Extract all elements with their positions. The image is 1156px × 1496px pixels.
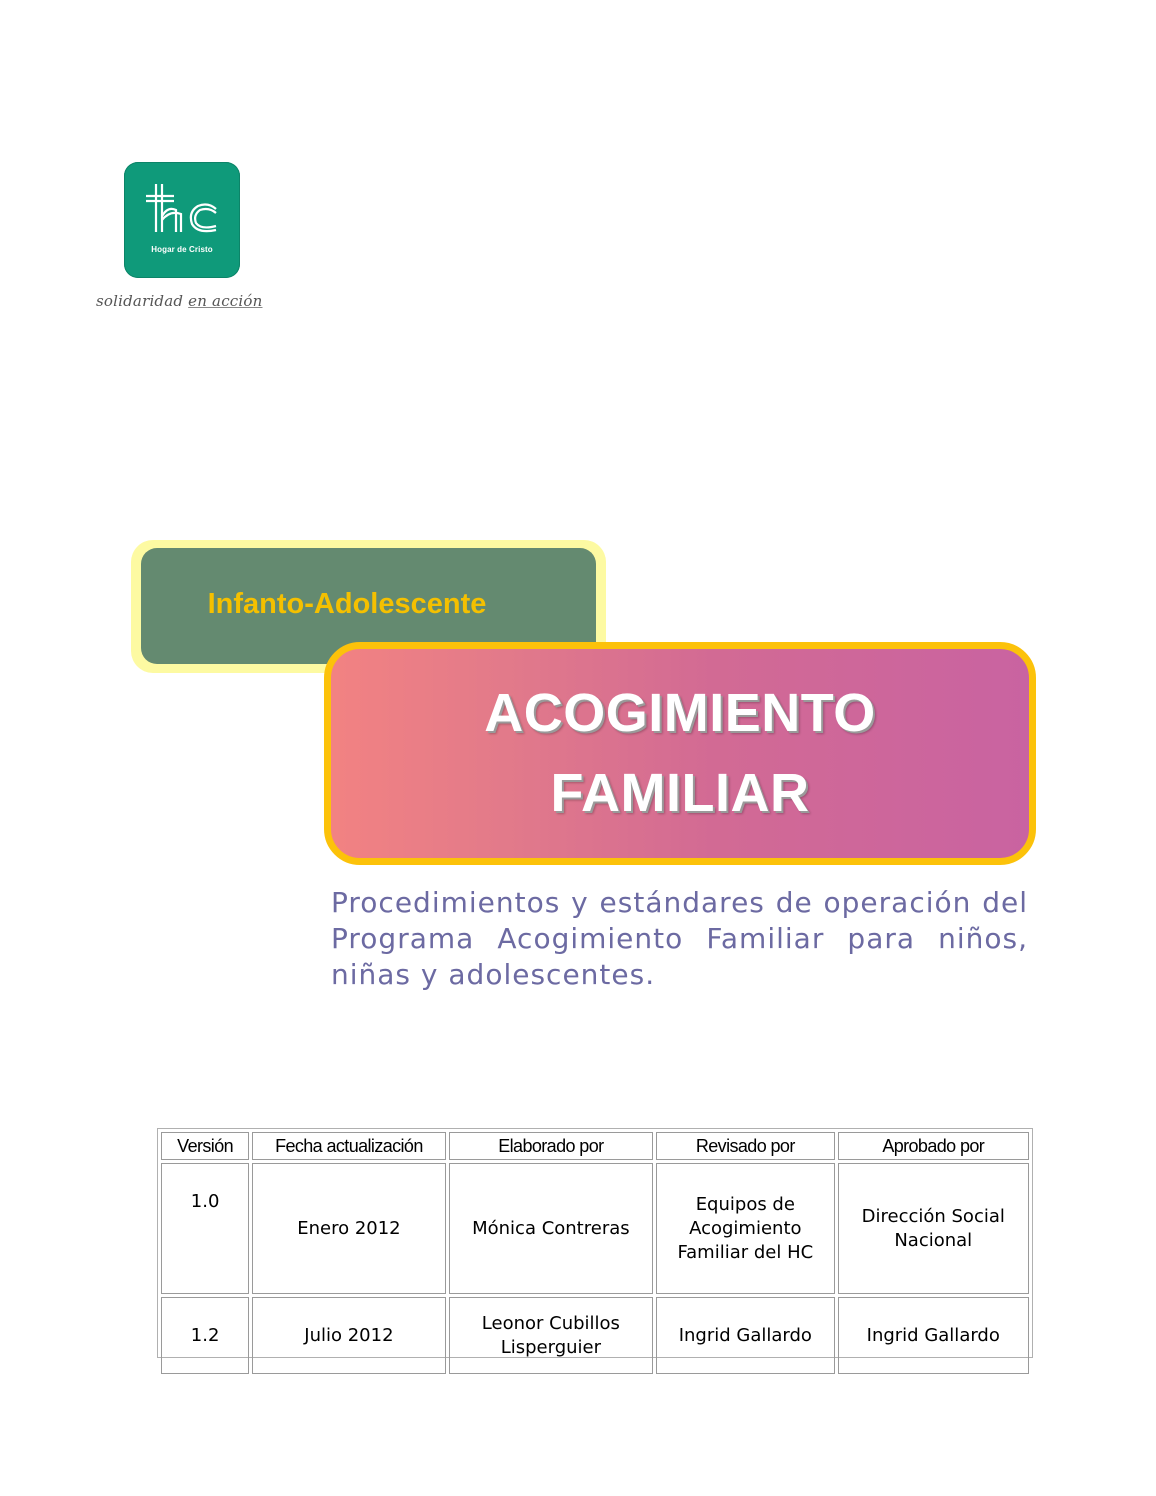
document-title-line-1: ACOGIMIENTO [484,683,876,743]
cell-prepared-by: Leonor Cubillos Lisperguier [449,1297,653,1374]
category-label: Infanto-Adolescente [207,588,487,620]
header-approved-by: Aprobado por [838,1132,1029,1160]
cell-reviewed-by: Ingrid Gallardo [656,1297,834,1374]
table-row [161,1163,1029,1294]
header-update-date: Fecha actualización [252,1132,445,1160]
version-table [158,1129,1032,1377]
header-reviewed-by: Revisado por [656,1132,834,1160]
cell-reviewed-by: Equipos de Acogimiento Familiar del HC [656,1163,834,1294]
title-box [324,642,1036,865]
header-version: Versión [161,1132,249,1160]
cell-approved-by: Ingrid Gallardo [838,1297,1029,1374]
version-table-container [157,1128,1033,1358]
tagline-part2: en acción [188,292,263,310]
cell-update-date: Julio 2012 [252,1297,445,1374]
cell-prepared-by: Mónica Contreras [449,1163,653,1294]
tagline-part1: solidaridad [96,292,189,310]
table-row [161,1297,1029,1374]
document-subtitle: Procedimientos y estándares de operación del Programa Acogimiento Familiar para niños, niñas y adolescentes. [331,886,1028,991]
cell-approved-by: Dirección Social Nacional [838,1163,1029,1294]
header-prepared-by: Elaborado por [449,1132,653,1160]
cell-version: 1.0 [161,1163,249,1294]
logo-name: Hogar de Cristo [151,245,213,254]
hogar-de-cristo-logo [124,162,240,278]
cell-update-date: Enero 2012 [252,1163,445,1294]
hc-logo-mark-icon [142,182,222,234]
document-title-line-2: FAMILIAR [550,763,810,823]
logo-tagline [96,292,263,310]
table-header-row [161,1132,1029,1160]
cell-version: 1.2 [161,1297,249,1374]
